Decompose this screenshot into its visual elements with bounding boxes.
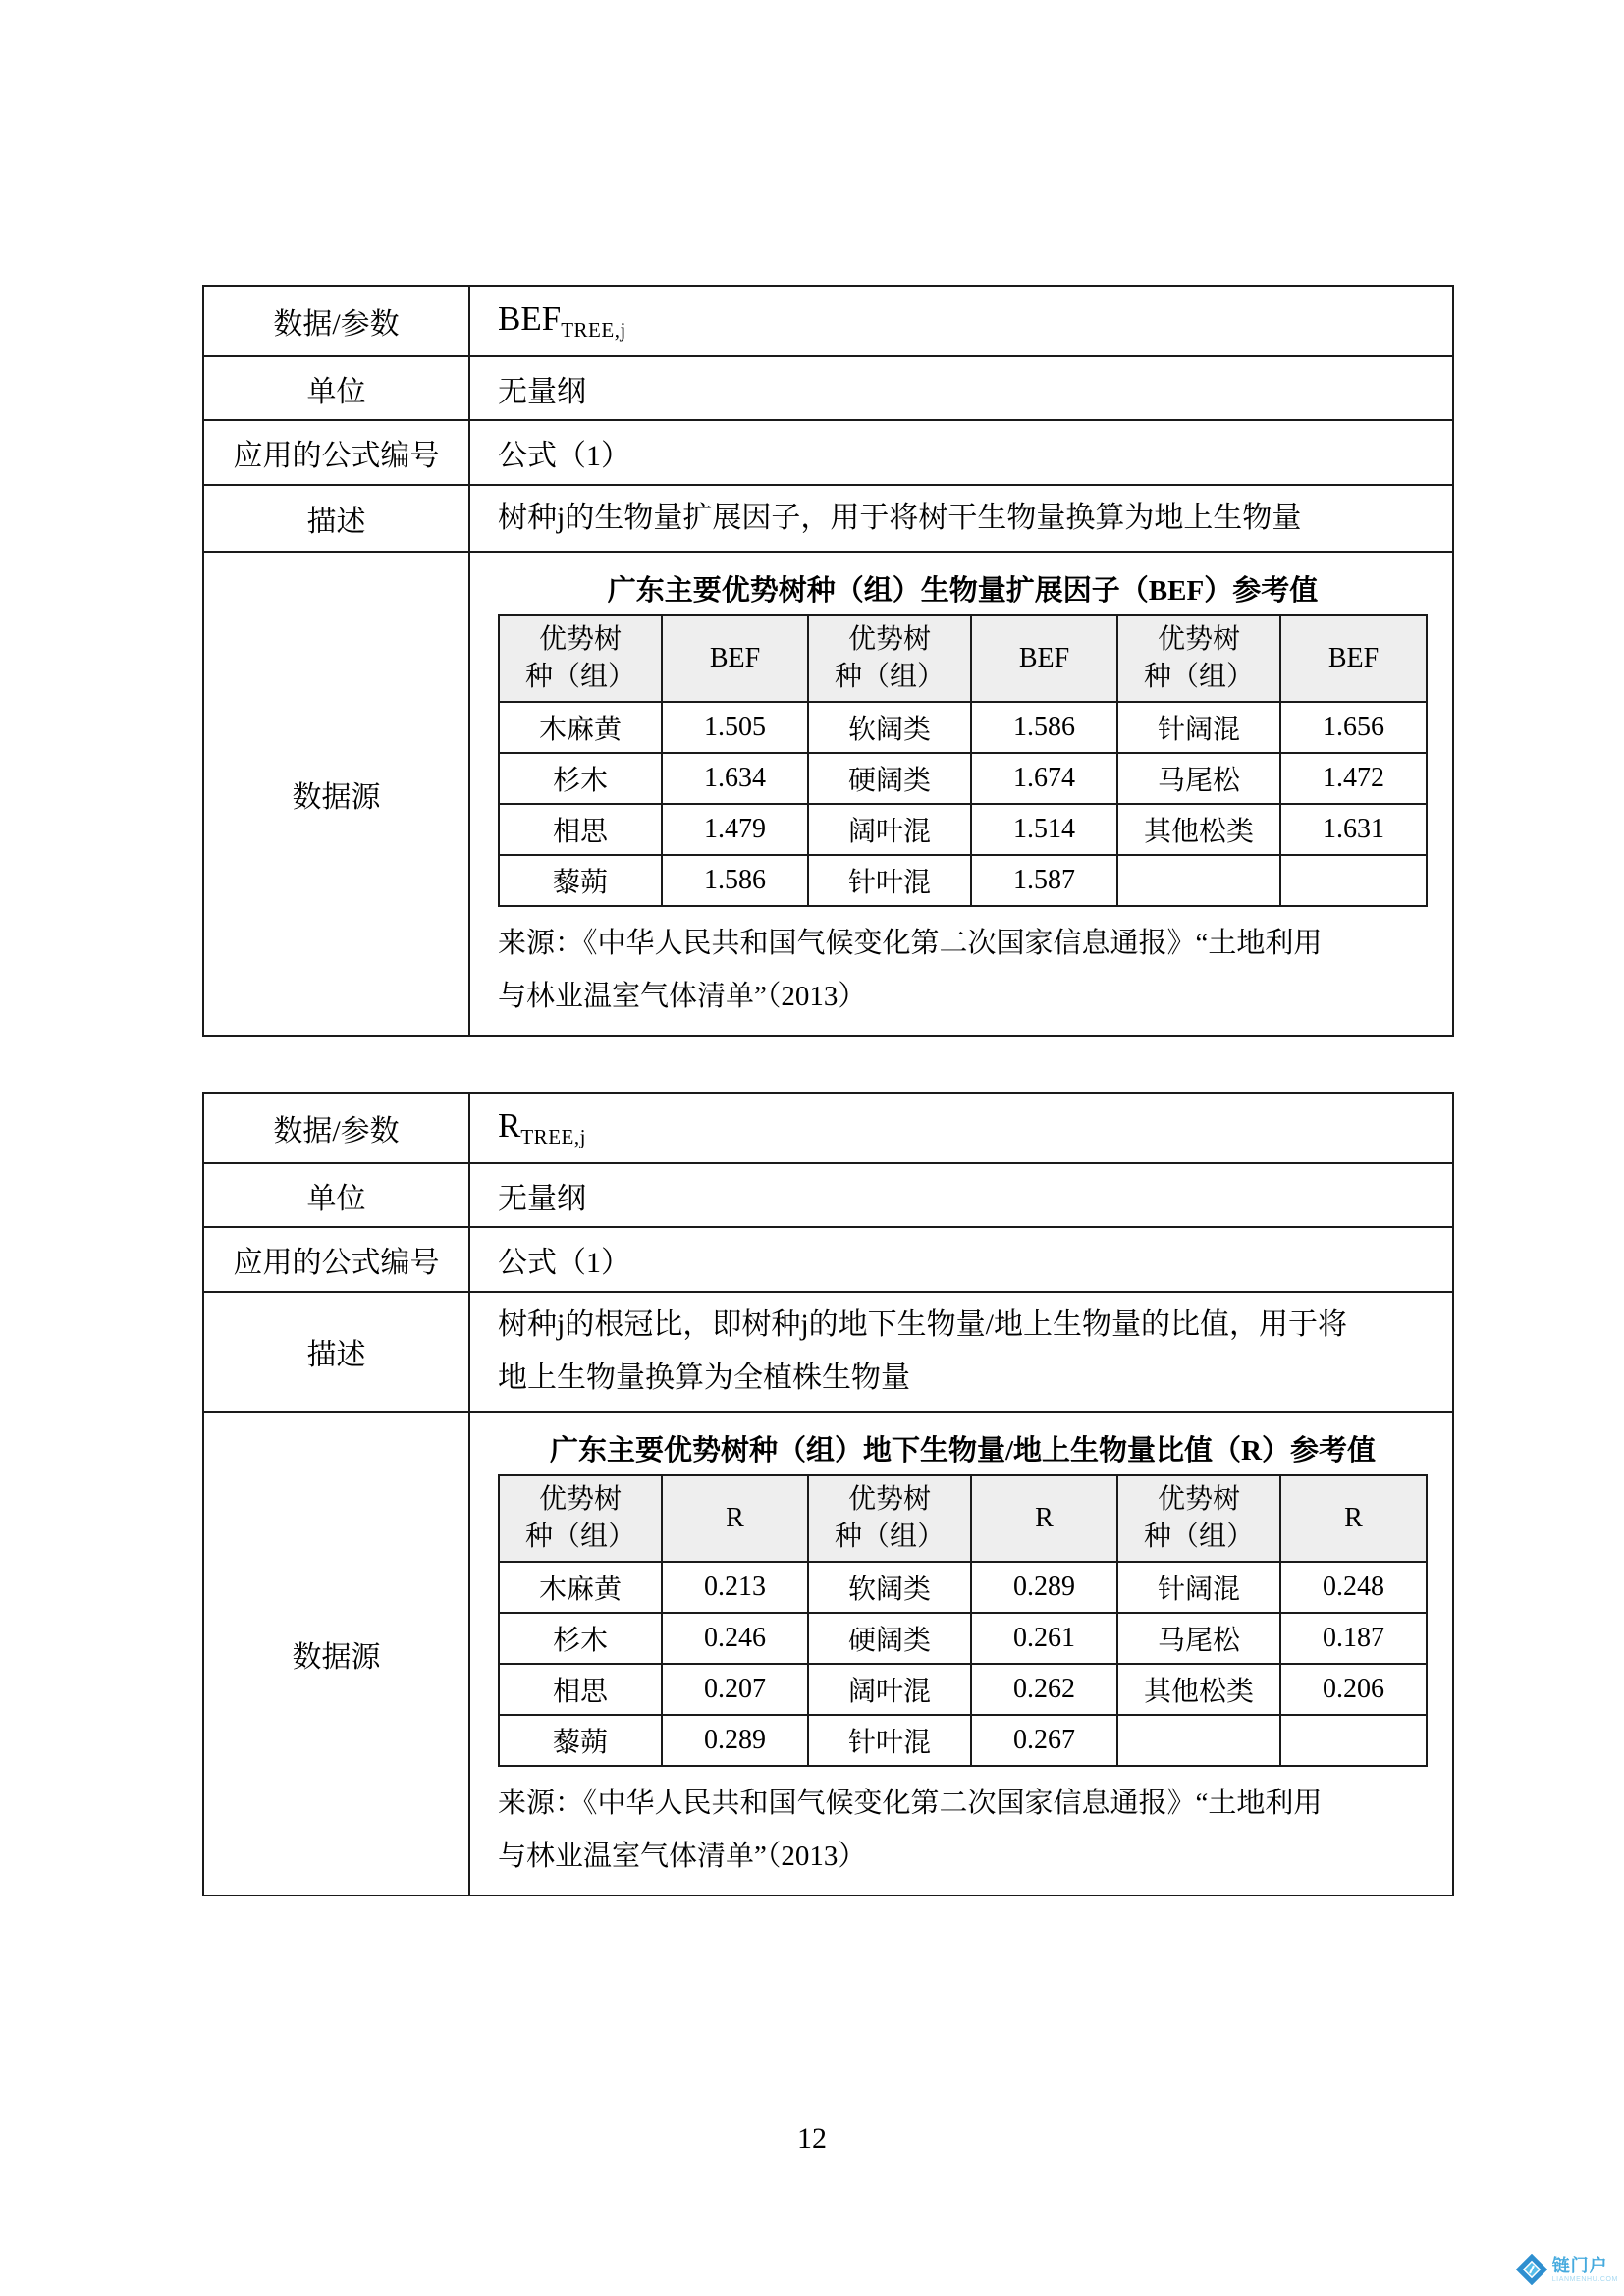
param-symbol-cell — [469, 286, 1453, 356]
value-cell — [1280, 1715, 1427, 1766]
param-symbol: R — [498, 1106, 521, 1145]
value-cell: 0.261 — [971, 1613, 1117, 1664]
table-row — [499, 804, 1427, 855]
value-cell: 1.479 — [662, 804, 808, 855]
species-cell: 针阔混 — [1117, 1562, 1280, 1613]
bef-parameter-table — [202, 285, 1454, 1037]
species-cell: 其他松类 — [1117, 1664, 1280, 1715]
value-cell: 1.656 — [1280, 702, 1427, 753]
species-cell: 杉木 — [499, 753, 662, 804]
species-cell: 针叶混 — [808, 1715, 971, 1766]
species-cell: 木麻黄 — [499, 702, 662, 753]
species-cell: 相思 — [499, 804, 662, 855]
table-row — [499, 855, 1427, 906]
species-cell: 藜蒴 — [499, 855, 662, 906]
value-cell: 1.514 — [971, 804, 1117, 855]
value-cell: 0.289 — [662, 1715, 808, 1766]
value-cell: 1.674 — [971, 753, 1117, 804]
description-text — [469, 1292, 1453, 1412]
species-header-cell: 优势树 种（组） — [808, 1475, 971, 1562]
species-cell — [1117, 1715, 1280, 1766]
bef-header-cell: BEF — [971, 615, 1117, 702]
source-citation — [498, 917, 1428, 1023]
r-reference-table — [498, 1474, 1428, 1767]
formula-value: 公式（1） — [469, 1227, 1453, 1292]
description-line: 树种j的根冠比，即树种j的地下生物量/地上生物量的比值，用于将 — [498, 1308, 1348, 1341]
species-cell: 其他松类 — [1117, 804, 1280, 855]
datasource-block — [498, 1418, 1428, 1889]
row-label-formula: 应用的公式编号 — [203, 420, 469, 485]
value-cell: 1.631 — [1280, 804, 1427, 855]
param-symbol-cell — [469, 1093, 1453, 1163]
value-cell — [1280, 855, 1427, 906]
logo-domain: LIANMENHU.COM — [1551, 2275, 1618, 2283]
param-symbol: BEF — [498, 299, 562, 338]
value-cell: 0.207 — [662, 1664, 808, 1715]
bef-reference-table — [498, 614, 1428, 907]
value-cell: 0.248 — [1280, 1562, 1427, 1613]
description-line: 地上生物量换算为全植株生物量 — [498, 1362, 910, 1394]
species-header-cell: 优势树 种（组） — [499, 1475, 662, 1562]
r-header-cell: R — [971, 1475, 1117, 1562]
value-cell: 0.262 — [971, 1664, 1117, 1715]
table-row — [499, 1613, 1427, 1664]
species-header-cell: 优势树 种（组） — [1117, 615, 1280, 702]
species-cell: 马尾松 — [1117, 753, 1280, 804]
value-cell: 0.187 — [1280, 1613, 1427, 1664]
species-header-cell: 优势树 种（组） — [499, 615, 662, 702]
species-cell: 木麻黄 — [499, 1562, 662, 1613]
species-cell: 硬阔类 — [808, 753, 971, 804]
value-cell: 0.213 — [662, 1562, 808, 1613]
species-cell: 针阔混 — [1117, 702, 1280, 753]
source-citation — [498, 1777, 1428, 1883]
species-cell: 藜蒴 — [499, 1715, 662, 1766]
value-cell: 0.206 — [1280, 1664, 1427, 1715]
row-label-description: 描述 — [203, 485, 469, 552]
row-label-formula: 应用的公式编号 — [203, 1227, 469, 1292]
value-cell: 0.246 — [662, 1613, 808, 1664]
source-citation-line: 来源：《中华人民共和国气候变化第二次国家信息通报》“土地利用 — [498, 1788, 1323, 1819]
species-cell: 阔叶混 — [808, 1664, 971, 1715]
value-cell: 1.472 — [1280, 753, 1427, 804]
r-header-cell: R — [1280, 1475, 1427, 1562]
value-cell: 0.267 — [971, 1715, 1117, 1766]
table-row — [499, 1562, 1427, 1613]
param-symbol-subscript: TREE,j — [520, 1125, 586, 1148]
species-cell: 硬阔类 — [808, 1613, 971, 1664]
page-number: 12 — [797, 2122, 827, 2155]
r-parameter-table — [202, 1092, 1454, 1896]
table-row — [499, 753, 1427, 804]
row-label-description: 描述 — [203, 1292, 469, 1412]
species-cell — [1117, 855, 1280, 906]
source-citation-line: 与林业温室气体清单”（2013） — [498, 981, 867, 1012]
species-cell: 相思 — [499, 1664, 662, 1715]
source-citation-line: 来源：《中华人民共和国气候变化第二次国家信息通报》“土地利用 — [498, 928, 1323, 959]
row-label-unit: 单位 — [203, 1163, 469, 1227]
value-cell: 1.586 — [662, 855, 808, 906]
unit-value: 无量纲 — [469, 1163, 1453, 1227]
bef-header-cell: BEF — [1280, 615, 1427, 702]
row-label-datasource: 数据源 — [203, 552, 469, 1036]
logo-name: 链门户 — [1551, 2255, 1608, 2275]
value-cell: 1.634 — [662, 753, 808, 804]
species-cell: 软阔类 — [808, 702, 971, 753]
row-label-datasource: 数据源 — [203, 1412, 469, 1896]
species-cell: 软阔类 — [808, 1562, 971, 1613]
param-symbol-subscript: TREE,j — [561, 318, 626, 342]
source-citation-line: 与林业温室气体清单”（2013） — [498, 1841, 867, 1872]
description-line: 树种j的生物量扩展因子，用于将树干生物量换算为地上生物量 — [498, 502, 1302, 534]
lianmenhu-logo[interactable] — [1516, 2254, 1618, 2285]
species-cell: 针叶混 — [808, 855, 971, 906]
row-label-param: 数据/参数 — [203, 1093, 469, 1163]
species-cell: 马尾松 — [1117, 1613, 1280, 1664]
reference-table-title: 广东主要优势树种（组）地下生物量/地上生物量比值（R）参考值 — [549, 1435, 1376, 1467]
formula-value: 公式（1） — [469, 420, 1453, 485]
table-row — [499, 1664, 1427, 1715]
unit-value: 无量纲 — [469, 356, 1453, 420]
table-row — [499, 1715, 1427, 1766]
bef-header-cell: BEF — [662, 615, 808, 702]
r-header-cell: R — [662, 1475, 808, 1562]
datasource-block — [498, 559, 1428, 1029]
species-header-cell: 优势树 种（组） — [1117, 1475, 1280, 1562]
value-cell: 0.289 — [971, 1562, 1117, 1613]
description-text — [469, 485, 1453, 552]
value-cell: 1.505 — [662, 702, 808, 753]
species-header-cell: 优势树 种（组） — [808, 615, 971, 702]
row-label-param: 数据/参数 — [203, 286, 469, 356]
species-cell: 阔叶混 — [808, 804, 971, 855]
species-cell: 杉木 — [499, 1613, 662, 1664]
table-row — [499, 702, 1427, 753]
row-label-unit: 单位 — [203, 356, 469, 420]
reference-table-title: 广东主要优势树种（组）生物量扩展因子（BEF）参考值 — [607, 575, 1319, 607]
value-cell: 1.586 — [971, 702, 1117, 753]
lianmenhu-logo-icon — [1516, 2254, 1547, 2285]
value-cell: 1.587 — [971, 855, 1117, 906]
